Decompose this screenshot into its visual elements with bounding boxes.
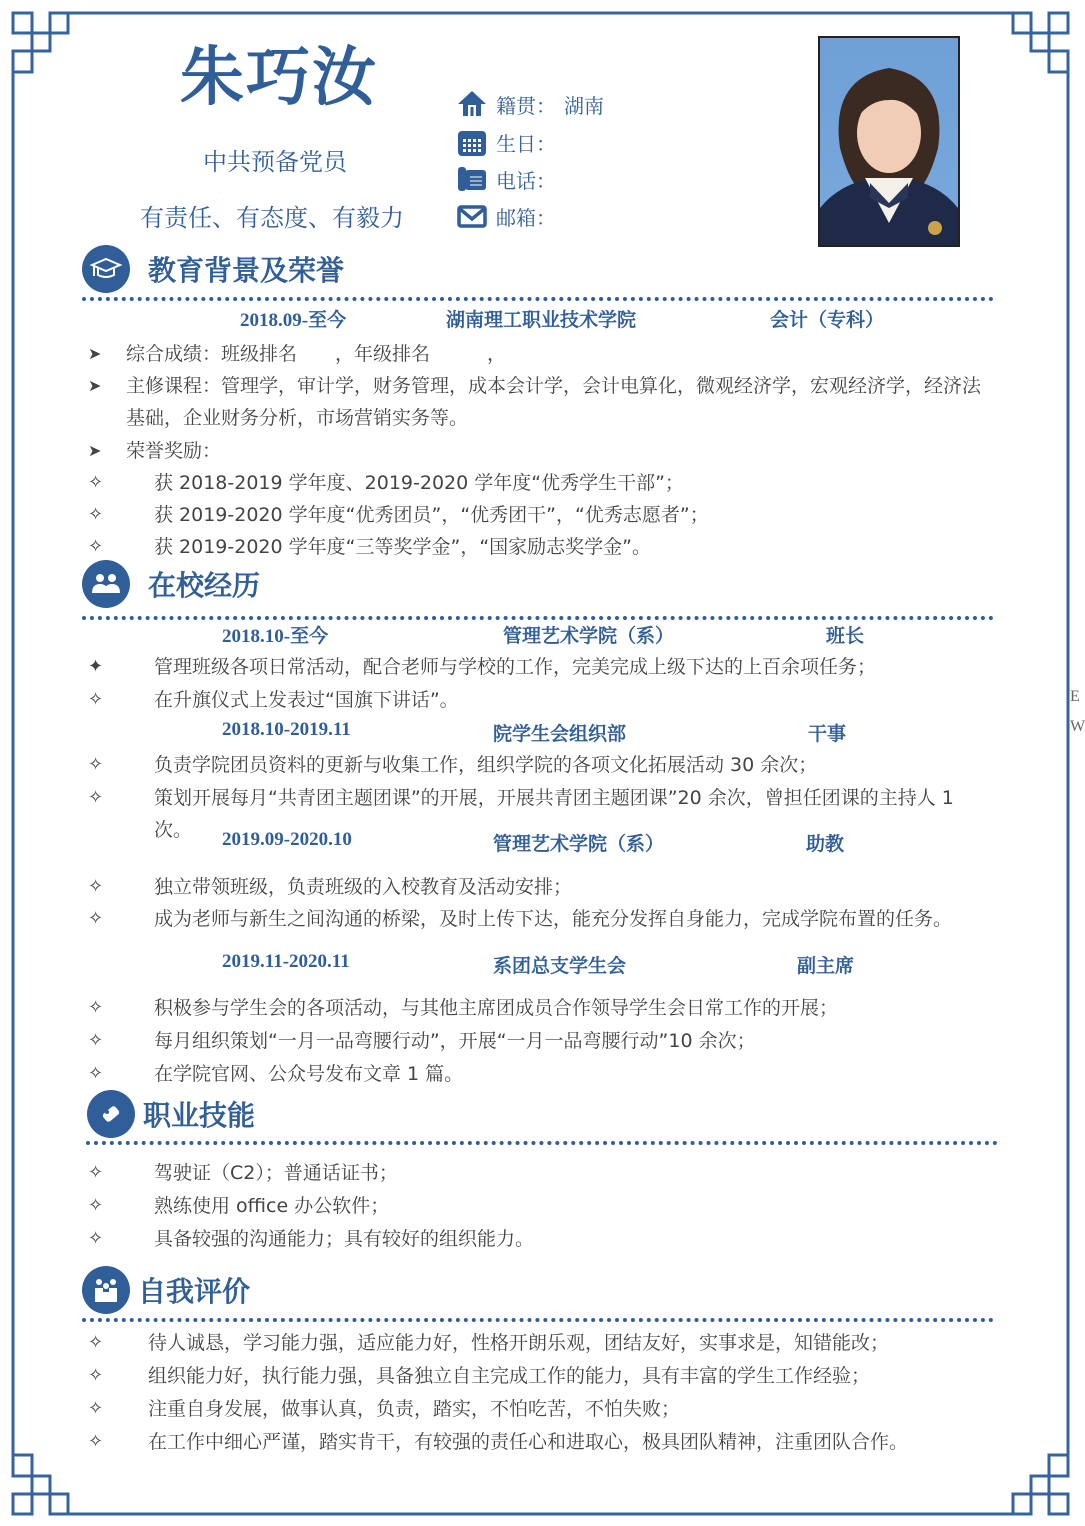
arrow-bullet-icon: ➤	[88, 344, 102, 363]
edu-school: 湖南理工职业技术学院	[446, 309, 637, 331]
entry-role: 班长	[826, 625, 865, 647]
section-header-self	[82, 1266, 250, 1314]
motto: 有责任、有态度、有毅力	[140, 204, 404, 232]
edu-major: 会计（专科）	[770, 309, 885, 331]
arrow-bullet-icon: ➤	[88, 376, 102, 395]
entry-period: 2018.10-2019.11	[222, 719, 351, 740]
list-item: ✧ 积极参与学生会的各项活动，与其他主席团成员合作领导学生会日常工作的开展；	[88, 992, 988, 1024]
section-title: 教育背景及荣誉	[148, 254, 345, 287]
honor-item: ✧ 获 2019-2020 学年度“优秀团员”，“优秀团干”，“优秀志愿者”；	[88, 499, 988, 531]
list-item: ✧ 熟练使用 office 办公软件；	[88, 1190, 988, 1222]
calendar-icon	[456, 126, 488, 158]
candidate-name: 朱巧汝	[180, 41, 378, 115]
list-item: ✧ 在升旗仪式上发表过“国旗下讲话”。	[88, 684, 988, 716]
political-status: 中共预备党员	[203, 148, 347, 176]
star-bullet-icon: ✧	[88, 876, 104, 897]
info-email: 邮箱：	[456, 200, 564, 232]
entry-role: 干事	[808, 723, 847, 745]
entry-role: 副主席	[797, 955, 855, 977]
list-item: ✧ 待人诚恳，学习能力强，适应能力好，性格开朗乐观，团结友好，实事求是，知错能改；	[88, 1327, 988, 1359]
entry-org: 系团总支学生会	[493, 955, 627, 977]
list-item: ➤ 荣誉奖励：	[88, 435, 988, 467]
section-title: 在校经历	[148, 569, 261, 602]
home-icon	[456, 88, 488, 120]
entry-period: 2018.10-至今	[222, 626, 329, 647]
divider	[82, 297, 994, 301]
list-item: ✧ 成为老师与新生之间沟通的桥梁，及时上传下达，能充分发挥自身能力，完成学院布置的任务。	[88, 903, 988, 935]
star-bullet-icon: ✧	[88, 787, 104, 808]
star-bullet-icon: ✧	[88, 1162, 104, 1183]
list-item: ✧ 注重自身发展，做事认真，负责，踏实，不怕吃苦，不怕失败；	[88, 1393, 988, 1425]
star-bullet-icon: ✦	[88, 656, 104, 677]
star-bullet-icon: ✧	[88, 908, 104, 929]
star-bullet-icon: ✧	[88, 1365, 104, 1386]
star-bullet-icon: ✧	[88, 1030, 104, 1051]
info-hometown: 籍贯： 湖南	[456, 88, 604, 120]
star-bullet-icon: ✧	[88, 1195, 104, 1216]
people-icon	[82, 560, 130, 608]
star-bullet-icon: ✧	[88, 536, 104, 557]
star-bullet-icon: ✧	[88, 1228, 104, 1249]
star-bullet-icon: ✧	[88, 1332, 104, 1353]
arrow-bullet-icon: ➤	[88, 441, 102, 460]
entry-org: 院学生会组织部	[493, 723, 627, 745]
list-item: ➤ 综合成绩：班级排名 ，年级排名 ，	[88, 338, 988, 370]
edu-period: 2018.09-至今	[240, 310, 347, 331]
star-bullet-icon: ✧	[88, 1063, 104, 1084]
list-item: ➤ 主修课程：管理学，审计学，财务管理，成本会计学，会计电算化，微观经济学，宏观经济学，经济法基础，企业财务分析，市场营销实务等。	[88, 370, 988, 434]
entry-role: 助教	[806, 833, 845, 855]
tools-icon	[87, 1090, 135, 1138]
list-item: ✧ 独立带领班级，负责班级的入校教育及活动安排；	[88, 871, 988, 903]
honor-item: ✧ 获 2019-2020 学年度“三等奖学金”，“国家励志奖学金”。	[88, 531, 988, 563]
star-bullet-icon: ✧	[88, 689, 104, 710]
entry-org: 管理艺术学院（系）	[493, 833, 665, 855]
phone-icon	[456, 163, 488, 195]
honor-item: ✧ 获 2018-2019 学年度、2019-2020 学年度“优秀学生干部”；	[88, 467, 988, 499]
entry-period: 2019.11-2020.11	[222, 951, 350, 972]
divider	[82, 1318, 994, 1322]
info-birthday: 生日：	[456, 126, 564, 158]
list-item: ✧ 负责学院团员资料的更新与收集工作，组织学院的各项文化拓展活动 30 余次；	[88, 749, 988, 781]
entry-org: 管理艺术学院（系）	[503, 625, 675, 647]
star-bullet-icon: ✧	[88, 754, 104, 775]
entry-period: 2019.09-2020.10	[222, 829, 352, 850]
info-phone: 电话：	[456, 163, 564, 195]
divider	[86, 1141, 998, 1145]
edge-fragment: W	[1070, 718, 1085, 735]
list-item: ✧ 组织能力好，执行能力强，具备独立自主完成工作的能力，具有丰富的学生工作经验；	[88, 1360, 988, 1392]
section-header-education	[82, 245, 344, 293]
section-title: 职业技能	[143, 1099, 256, 1132]
star-bullet-icon: ✧	[88, 997, 104, 1018]
star-bullet-icon: ✧	[88, 1398, 104, 1419]
section-header-campus	[82, 560, 260, 608]
mail-icon	[456, 200, 488, 232]
list-item: ✧ 驾驶证（C2）；普通话证书；	[88, 1157, 988, 1189]
star-bullet-icon: ✧	[88, 504, 104, 525]
list-item: ✧ 在学院官网、公众号发布文章 1 篇。	[88, 1058, 988, 1090]
list-item: ✧ 策划开展每月“共青团主题团课”的开展，开展共青团主题团课”20 余次，曾担任团课的主持人 1 次。	[88, 782, 988, 846]
list-item: ✦ 管理班级各项日常活动，配合老师与学校的工作，完美完成上级下达的上百余项任务；	[88, 651, 988, 683]
list-item: ✧ 在工作中细心严谨，踏实肯干，有较强的责任心和进取心，极具团队精神，注重团队合作。	[88, 1426, 988, 1458]
star-bullet-icon: ✧	[88, 1431, 104, 1452]
section-header-skills	[87, 1090, 255, 1138]
graduation-cap-icon	[82, 245, 130, 293]
profile-photo	[818, 36, 960, 247]
edge-fragment: E	[1070, 688, 1080, 705]
section-title: 自我评价	[138, 1275, 251, 1308]
star-bullet-icon: ✧	[88, 472, 104, 493]
divider	[82, 616, 994, 620]
list-item: ✧ 每月组织策划“一月一品弯腰行动”，开展“一月一品弯腰行动”10 余次；	[88, 1025, 988, 1057]
list-item: ✧ 具备较强的沟通能力；具有较好的组织能力。	[88, 1223, 988, 1255]
team-icon	[82, 1266, 130, 1314]
